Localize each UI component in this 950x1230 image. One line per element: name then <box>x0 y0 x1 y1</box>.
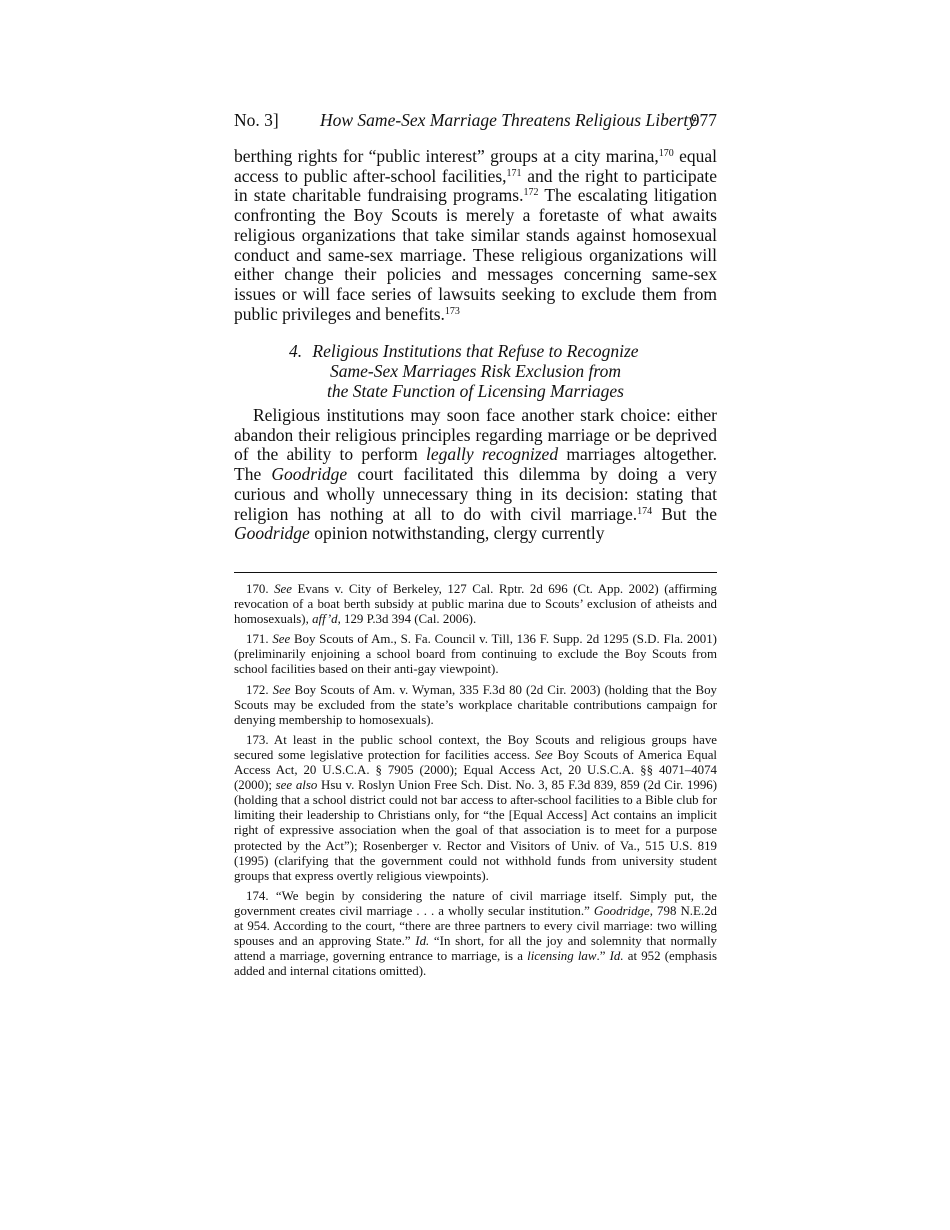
subheading-line-1: Religious Institutions that Refuse to Recognize <box>312 341 639 361</box>
signal-affd: aff’d <box>312 612 338 627</box>
footnote-text: “We begin by considering the nature of civil marriage itself. Simply put, the government creates civil marriage . . . a wholly secular institution.” <box>234 888 717 918</box>
signal-see: See <box>534 747 553 762</box>
signal-id: Id. <box>609 949 624 964</box>
footnote-text: Boy Scouts of Am. v. Wyman, 335 F.3d 80 (2d Cir. 2003) (holding that the Boy Scouts may be excluded from the state’s workplace charitable contributions campaign for denying membership to homosexuals). <box>234 682 717 727</box>
footnote-text: Boy Scouts of Am., S. Fa. Council v. Till, 136 F. Supp. 2d 1295 (S.D. Fla. 2001) (preliminarily enjoining a school board from continuing to exclude the Boy Scouts from school facilities based on their anti-gay viewpoint). <box>234 632 717 677</box>
signal-see: See <box>274 582 292 596</box>
footnote-text: , 129 P.3d 394 (Cal. 2006). <box>337 612 477 627</box>
footnote-divider <box>234 572 717 573</box>
footnote-number: 170. <box>246 582 269 596</box>
p1-text-c: and the right to participate in state charitable fundraising programs. <box>234 165 718 206</box>
p2-text-b: marriages altogether. The <box>234 444 717 485</box>
footnote-text: At least in the public school context, the Boy Scouts and religious groups have secured some legislative protection for facilities access. <box>234 732 717 762</box>
p2-text-c: court facilitated this dilemma by doing a very curious and wholly unnecessary thing in its decision: stating that religion has nothing at all to do with civil marriage. <box>234 464 717 524</box>
page-number: 977 <box>690 110 717 130</box>
footnote-ref-173[interactable]: 173 <box>444 305 460 317</box>
footnote-ref-170[interactable]: 170 <box>658 148 674 159</box>
footnote-number: 171. <box>246 632 269 647</box>
paragraph-2 <box>234 406 717 544</box>
p1-text-a: berthing rights for “public interest” groups at a city marina, <box>234 146 659 166</box>
footnote-text: “In short, for all the joy and solemnity that normally attend a marriage, governing entrance to marriage, is a <box>234 934 717 964</box>
p1-text-d: The escalating litigation confronting the Boy Scouts is merely a foretaste of what awaits religious organizations that take similar stands against homosexual conduct and same-sex marriage. These religious organizations will either change their policies and messages concerning same-sex issues or will face series of lawsuits seeking to exclude them from public privileges and benefits. <box>234 185 718 324</box>
footnote-171 <box>234 632 717 677</box>
p2-emphasis-legally-recognized: legally recognized <box>426 444 559 465</box>
p2-text-e: opinion notwithstanding, clergy currently <box>309 523 605 544</box>
footnote-text: Boy Scouts of America Equal Access Act, 20 U.S.C.A. § 7905 (2000); Equal Access Act, 20 U.S.C.A. §§ 4071–4074 (2000); <box>234 747 717 793</box>
footnote-172 <box>234 683 717 728</box>
subheading-line-2: Same-Sex Marriages Risk Exclusion from <box>330 361 621 381</box>
footnotes <box>234 582 717 984</box>
footnote-number: 173. <box>246 732 269 747</box>
footnote-text: .” <box>596 949 610 964</box>
subheading-number: 4. <box>289 341 303 361</box>
section-subheading <box>234 341 717 401</box>
running-title: How Same-Sex Marriage Threatens Religious Liberty <box>320 110 697 130</box>
p2-case-name-goodridge-2: Goodridge <box>234 523 310 544</box>
p2-text-d: But the <box>652 503 717 524</box>
signal-see: See <box>272 682 291 697</box>
p1-text-b: equal access to public after-school facilities, <box>234 146 717 186</box>
footnote-number: 174. <box>246 888 269 903</box>
emphasis-licensing-law: licensing law <box>527 949 597 964</box>
p2-text-a: Religious institutions may soon face another stark choice: either abandon their religious principles regarding marriage or be deprived of the ability to perform <box>234 405 717 465</box>
running-header <box>234 108 717 132</box>
case-name-goodridge: Goodridge <box>593 903 650 918</box>
footnote-text: Evans v. City of Berkeley, 127 Cal. Rptr. 2d 696 (Ct. App. 2002) (affirming revocation of a boat berth subsidy at public marina due to Scouts’ exclusion of atheists and homosexuals), <box>234 582 717 627</box>
footnote-ref-174[interactable]: 174 <box>637 505 653 517</box>
p2-case-name-goodridge: Goodridge <box>271 464 348 485</box>
signal-see-also: see also <box>275 778 318 793</box>
footnote-ref-172[interactable]: 172 <box>523 187 539 199</box>
footnote-173 <box>234 733 717 884</box>
footnote-170 <box>234 582 717 627</box>
footnote-text: Hsu v. Roslyn Union Free Sch. Dist. No. 3, 85 F.3d 839, 859 (2d Cir. 1996) (holding that a school district could not bar access to after-school facilities to a Bible club for limiting their leadership to Christians only, for “the [Equal Access] Act contains an implicit right of expressive association when the goal of that association is to meet for a purpose protected by the Act”); Rosenberger v. Rector and Visitors of Univ. of Va., 515 U.S. 819 (1995) (clarifying that the government could not withhold funds from university student groups that express overtly religious viewpoints). <box>234 778 717 883</box>
footnote-ref-171[interactable]: 171 <box>506 167 522 179</box>
footnote-number: 172. <box>246 682 269 697</box>
footnote-174 <box>234 889 717 980</box>
signal-see: See <box>272 632 291 647</box>
issue-number: No. 3] <box>234 110 279 130</box>
footnote-text: at 952 (emphasis added and internal citations omitted). <box>234 949 717 979</box>
subheading-line-3: the State Function of Licensing Marriages <box>327 381 624 401</box>
signal-id: Id. <box>415 934 430 949</box>
footnote-text: , 798 N.E.2d at 954. According to the court, “there are three partners to every civil marriage: two willing spouses and an approving State.” <box>234 903 717 949</box>
paragraph-1 <box>234 147 717 324</box>
